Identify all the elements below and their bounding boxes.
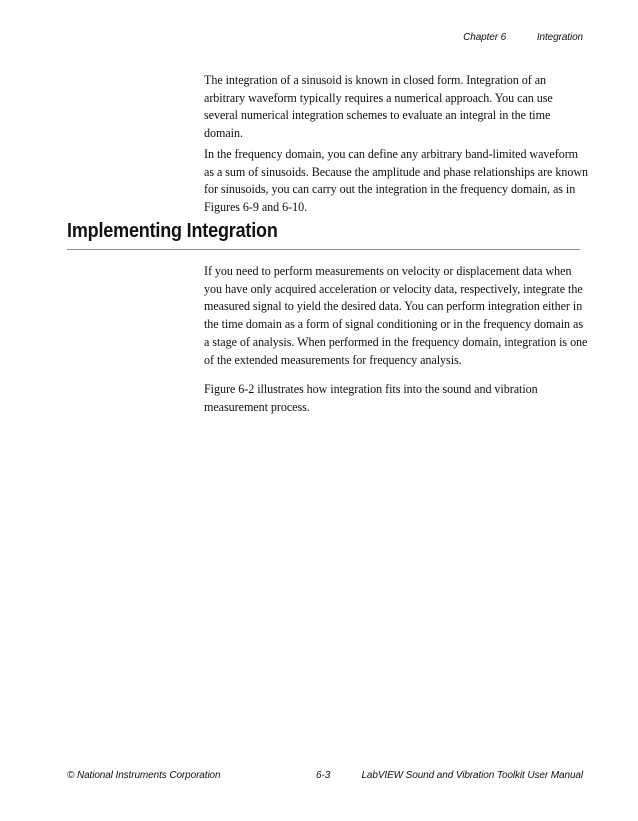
paragraph-text: In the frequency domain, you can define any arbitrary band-limited waveform as a sum of sinusoids. Because the amplitude and phase relationships are known for sinusoids, you can carry out the integration in the frequency domain, as in Figures 6-9 and 6-10. xyxy=(204,147,589,215)
running-header xyxy=(463,32,583,43)
footer-manual-title: LabVIEW Sound and Vibration Toolkit User Manual xyxy=(361,770,583,781)
heading-rule xyxy=(67,249,580,250)
header-title: Integration xyxy=(536,32,583,43)
paragraph-text: If you need to perform measurements on velocity or displacement data when you have only acquired acceleration or velocity data, respectively, integrate the measured signal to yield the desired data. You can perform integration either in the time domain as a form of signal conditioning or in the frequency domain as a stage of analysis. When performed in the frequency domain, integration is one of the extended measurements for frequency analysis. xyxy=(204,264,588,367)
paragraph-closed-form xyxy=(204,72,589,143)
paragraph-text: Figure 6-2 illustrates how integration fits into the sound and vibration measurement process. xyxy=(204,382,538,414)
paragraph-frequency-domain xyxy=(204,146,589,217)
header-chapter: Chapter 6 xyxy=(463,32,507,43)
footer-page-number: 6-3 xyxy=(316,770,331,781)
paragraph-figure-reference xyxy=(204,381,589,416)
paragraph-text: The integration of a sinusoid is known in closed form. Integration of an arbitrary waveform typically requires a numerical approach. You can use several numerical integration schemes to evaluate an integral in the time domain. xyxy=(204,73,553,141)
footer-copyright: © National Instruments Corporation xyxy=(67,770,221,781)
section-heading: Implementing Integration xyxy=(67,220,278,242)
paragraph-velocity-displacement xyxy=(204,263,589,369)
